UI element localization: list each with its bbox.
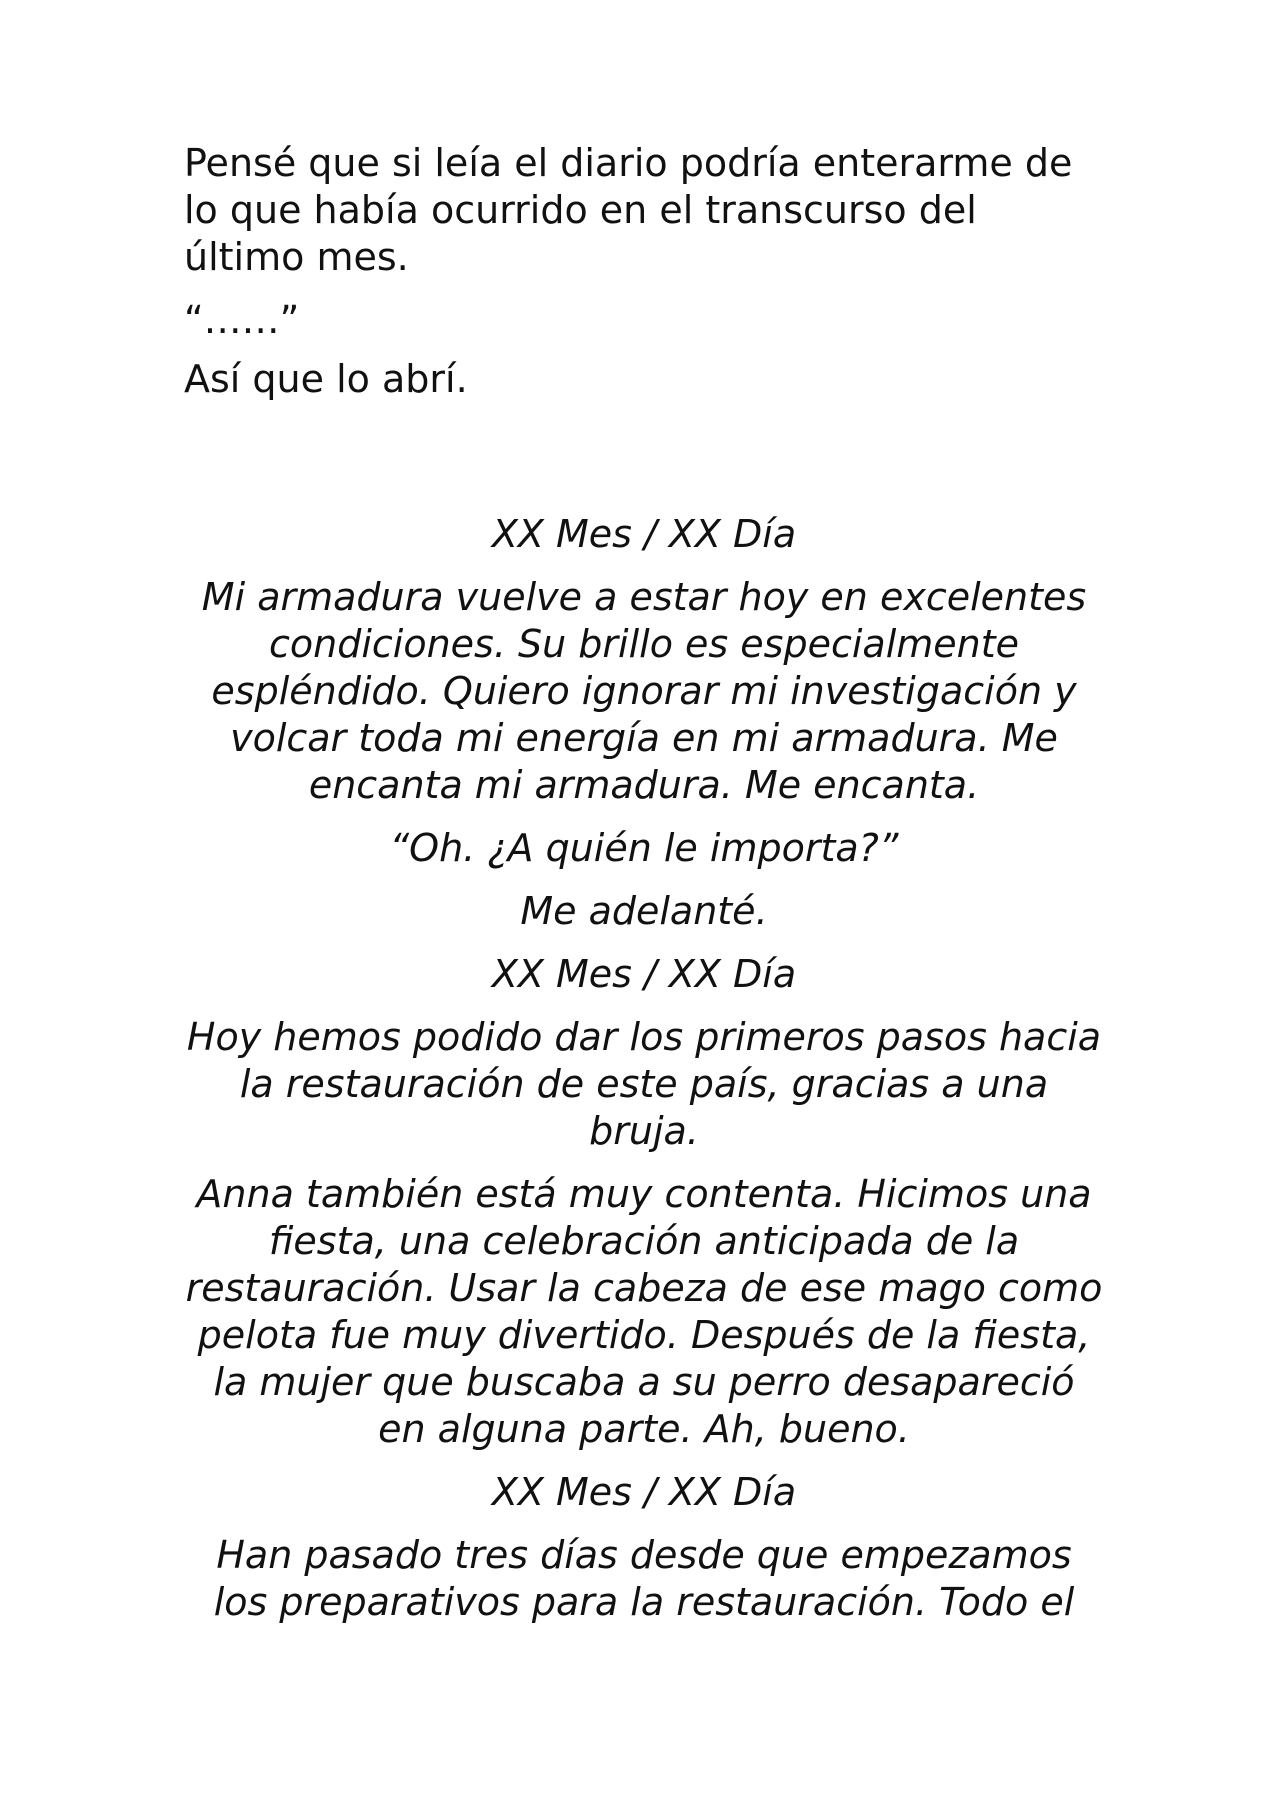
diary-entry: Han pasado tres días desde que empezamos los preparativos para la restauración. Todo el xyxy=(213,1533,1075,1624)
narration-paragraph: Así que lo abrí. xyxy=(184,357,468,401)
document-page xyxy=(184,140,1104,1642)
diary-line: Me adelanté. xyxy=(520,889,768,933)
narration-paragraph: Pensé que si leía el diario podría enterarme de lo que había ocurrido en el transcurso del último mes. xyxy=(184,141,1073,279)
diary-dialogue: “Oh. ¿A quién le importa?” xyxy=(389,826,899,870)
ellipsis-dialogue: “……” xyxy=(184,298,300,342)
diary-entry: Mi armadura vuelve a estar hoy en excelentes condiciones. Su brillo es especialmente espléndido. Quiero ignorar mi investigación y volcar toda mi energía en mi armadura. Me encanta mi armadura. Me encanta. xyxy=(201,575,1087,807)
diary-entry: Hoy hemos podido dar los primeros pasos hacia la restauración de este país, gracias a una bruja. xyxy=(186,1015,1102,1153)
section-spacer xyxy=(184,419,1104,511)
diary-date: XX Mes / XX Día xyxy=(491,512,797,556)
diary-date: XX Mes / XX Día xyxy=(491,1470,797,1514)
diary-date: XX Mes / XX Día xyxy=(491,952,797,996)
diary-entry: Anna también está muy contenta. Hicimos una fiesta, una celebración anticipada de la restauración. Usar la cabeza de ese mago como pelota fue muy divertido. Después de la fiesta, la mujer que buscaba a su perro desapareció en alguna parte. Ah, bueno. xyxy=(185,1172,1103,1451)
